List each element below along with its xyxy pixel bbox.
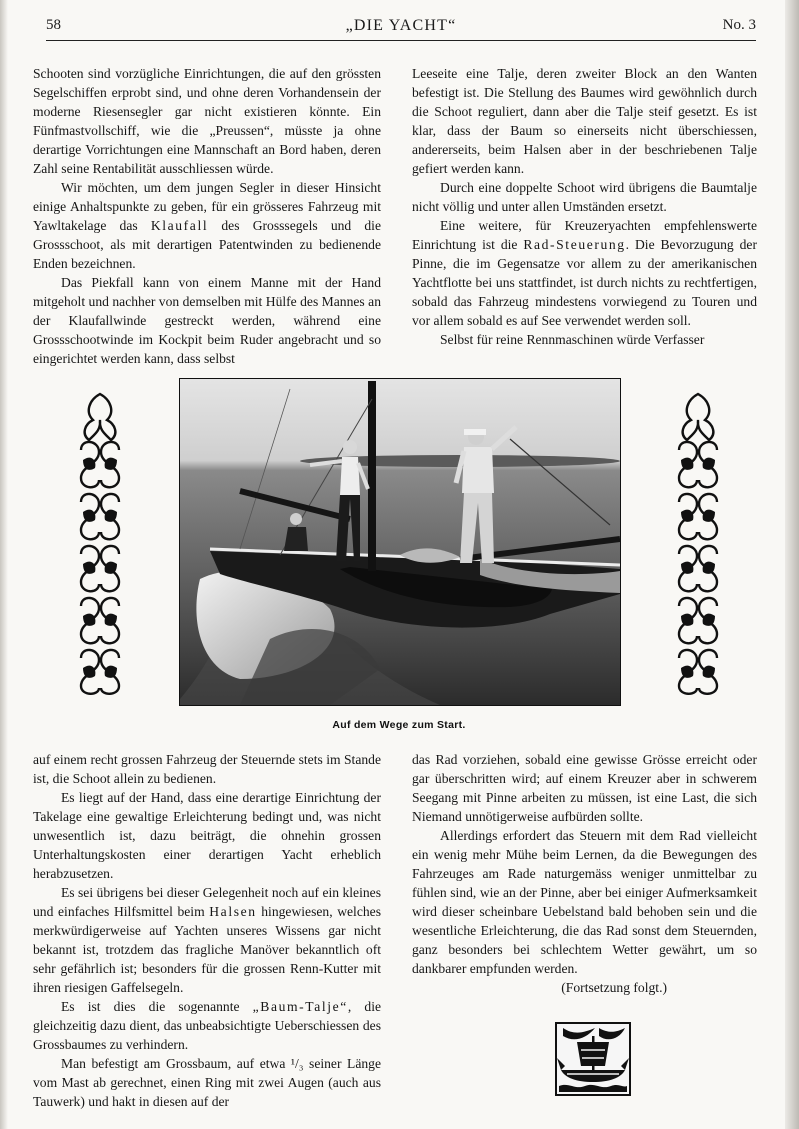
page-left-edge (0, 0, 8, 1129)
column-bottom-left (33, 750, 381, 1111)
paragraph: Allerdings erfordert das Steuern mit dem Rad vielleicht ein wenig mehr Mühe beim Lernen, da die Bewegungen des Fahrzeuges am Rade naturgemäss weniger unmittelbar zu fühlen sind, wie an der Pinne, aber bei einiger Aufmerksamkeit wird dieser scheinbare Uebelstand bald behoben sein und die wesentliche Erleichterung, die das Rad sonst dem Steuernden, ganz besonders bei schlechtem Wetter gewährt, um so dankbarer empfunden werden. (412, 828, 757, 976)
paragraph: Das Piekfall kann von einem Manne mit der Hand mitgeholt und nachher von demselben mit Hülfe des Mannes an der Klaufallwinde gestreckt werden, während eine Grossschootwinde im Kockpit beim Ruder angebracht und so eingerichtet werden kann, dass selbst (33, 275, 381, 366)
paragraph: Schooten sind vorzügliche Einrichtungen, die auf den grössten Segelschiffen erprobt sind, und ohne deren Vorhandensein der moderne Riesensegler gar nicht existieren könnte. Ein Fünfmastvollschiff, wie die „Preussen“, müsste ja ohne derartige Vorrichtungen eine Mannschaft an Bord haben, deren Zahl seine Rentabilität ausschliessen würde. (33, 66, 381, 176)
paragraph: Leeseite eine Talje, deren zweiter Block an den Wanten befestigt ist. Die Stellung des Baumes wird gewöhnlich durch die Schoot reguliert, dann aber die Talje steif gesetzt. Es ist klar, dass der Baum so einerseits nicht überschiessen, andererseits, beim Halsen aber in der beschriebenen Talje gefiert werden kann. (412, 66, 757, 176)
issue-number: No. 3 (722, 17, 756, 33)
spaced-term: Rad-Steuerung (523, 237, 626, 252)
paragraph: das Rad vorziehen, sobald eine gewisse Grösse erreicht oder gar überschritten wird; auf einem Kreuzer aber in schwerem Seegang mit Pinne arbeiten zu müssen, ist eine Last, die sich Niemand unnötigerweise aufbürden sollte. (412, 752, 757, 824)
paragraph: Eine weitere, für Kreuzeryachten empfehlenswerte Einrichtung ist die Rad-Steuerung. Die Bevorzugung der Pinne, die im Gegensatze vor allem zu der amerikanischen Yachtflotte bei uns stattfindet, ist durch nichts zu rechtfertigen, sobald das Fahrzeug mindestens vorwiegend zu Touren und vor allem sobald es auf See verwendet werden soll. (412, 218, 757, 328)
spaced-term: Halsen (209, 904, 257, 919)
running-header (46, 17, 756, 39)
spaced-term: „Baum-Talje“ (252, 999, 348, 1014)
column-bottom-right (412, 750, 757, 997)
paragraph: Durch eine doppelte Schoot wird übrigens die Baumtalje nicht völlig und unter allen Umständen ersetzt. (412, 180, 757, 214)
paragraph: Wir möchten, um dem jungen Segler in dieser Hinsicht einige Anhaltspunkte zu geben, für ein grösseres Fahrzeug mit Yawltakelage das Klaufall des Grosssegels und die Grossschoot, als mit derartigen Patentwinden zu bedienende Enden bezeichnen. (33, 180, 381, 271)
figure-caption: Auf dem Wege zum Start. (332, 719, 466, 731)
column-top-left (33, 64, 381, 368)
viking-ship-vignette-icon (555, 1022, 631, 1096)
paragraph: Es liegt auf der Hand, dass eine derartige Einrichtung der Takelage eine gewaltige Erleichterung bedingt und, was nicht unwesentlich ist, dazu beiträgt, die ohnehin grossen Unterhaltungskosten einer derartigen Yacht erheblich herabzusetzen. (33, 790, 381, 881)
page-number: 58 (46, 17, 61, 33)
paragraph: Es sei übrigens bei dieser Gelegenheit noch auf ein kleines und einfaches Hilfsmittel beim Halsen hingewiesen, welches merkwürdigerweise auf Yachten unseres Wissens gar nicht bekannt ist, trotzdem das fragliche Manöver bekanntlich oft sehr gefährlich ist; besonders für die grossen Renn-Kutter mit ihren riesigen Gaffelsegeln. (33, 885, 381, 995)
floral-border-ornament-icon (75, 390, 125, 702)
paragraph: Es ist dies die sogenannte „Baum-Talje“, die gleichzeitig dazu dient, das unbeabsichtigte Ueberschiessen des Grossbaumes zu verhindern. (33, 999, 382, 1052)
page-right-edge (785, 0, 799, 1129)
column-top-right (412, 64, 757, 349)
continuation-note: (Fortsetzung folgt.) (561, 980, 667, 995)
sailing-photograph (179, 378, 621, 706)
spaced-term: Klaufall (150, 218, 209, 233)
header-rule (46, 40, 756, 41)
journal-title: „DIE YACHT“ (345, 17, 457, 34)
paragraph: Man befestigt am Grossbaum, auf etwa ¹/₃ seiner Länge vom Mast ab gerechnet, einen Ring mit zwei Augen (auch aus Tauwerk) und hakt in diesen auf der (33, 1056, 381, 1109)
floral-border-ornament-icon (673, 390, 723, 702)
paragraph: auf einem recht grossen Fahrzeug der Steuernde stets im Stande ist, die Schoot allein zu bedienen. (33, 752, 381, 786)
paragraph: Selbst für reine Rennmaschinen würde Verfasser (440, 332, 705, 347)
